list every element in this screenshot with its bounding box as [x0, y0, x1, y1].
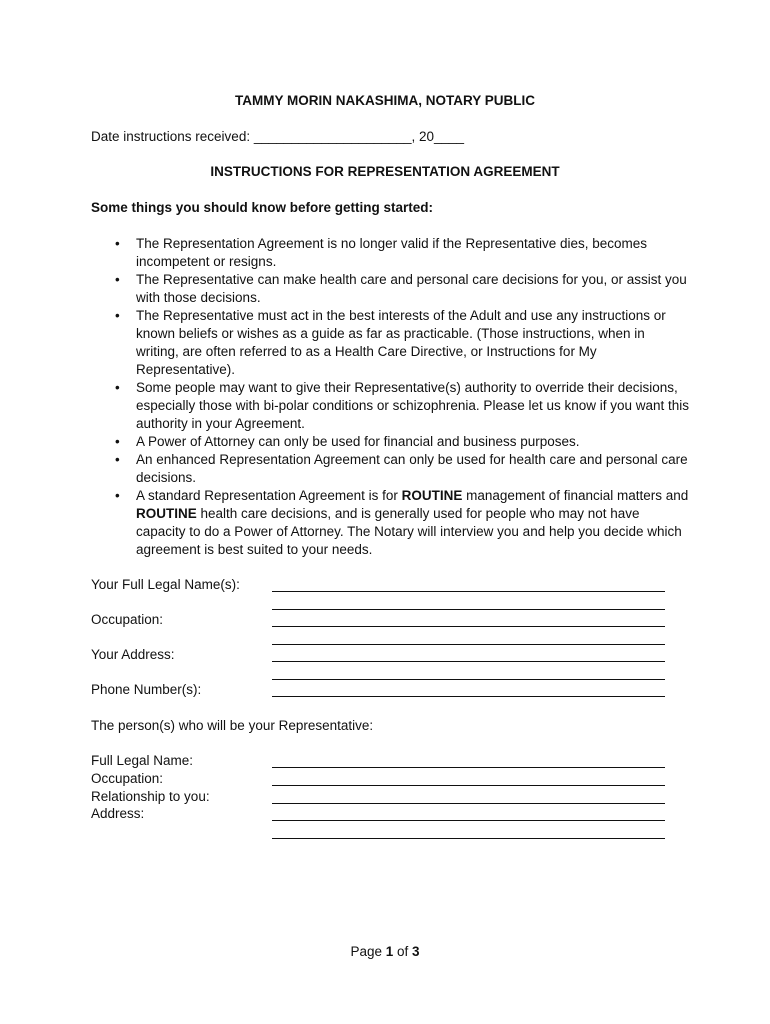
- list-item-text-part: A standard Representation Agreement is for: [136, 488, 402, 503]
- instructions-list: [91, 235, 691, 559]
- document-heading: INSTRUCTIONS FOR REPRESENTATION AGREEMENT: [210, 164, 560, 179]
- rep-occupation-row: [91, 771, 681, 789]
- list-item: [91, 487, 691, 559]
- list-item-text: Some people may want to give their Representative(s) authority to override their decisions, especially those with bi-polar conditions or schizophrenia. Please let us know if you want this authority in your Agreement.: [136, 380, 690, 431]
- list-item-text: The Representative can make health care and personal care decisions for you, or assist you with those decisions.: [136, 272, 687, 305]
- routine-emphasis: ROUTINE: [401, 488, 463, 503]
- rep-relationship-label: Relationship to you:: [91, 789, 210, 804]
- list-item-text: An enhanced Representation Agreement can only be used for health care and personal care decisions.: [136, 452, 688, 485]
- date-received-line: Date instructions received: _____________________, 20____: [91, 129, 465, 144]
- list-item: [91, 235, 691, 271]
- rep-name-row: [91, 753, 681, 771]
- occupation-field[interactable]: [272, 626, 665, 627]
- full-name-field-2[interactable]: [272, 609, 665, 610]
- of-word: of: [393, 944, 413, 959]
- list-item: [91, 379, 691, 433]
- page-word: Page: [350, 944, 386, 959]
- bullet-icon: •: [115, 380, 120, 395]
- address-field[interactable]: [272, 661, 665, 662]
- list-item: [91, 433, 691, 451]
- phone-label: Phone Number(s):: [91, 682, 202, 697]
- full-name-label: Your Full Legal Name(s):: [91, 577, 240, 592]
- rep-relationship-row: [91, 789, 681, 807]
- phone-field[interactable]: [272, 696, 665, 697]
- rep-name-field[interactable]: [272, 767, 665, 768]
- list-item-text: The Representative must act in the best interests of the Adult and use any instructions or known beliefs or wishes as a guide as far as practicable. (Those instructions, when in writing, are often referred to as a Health Care Directive, or Instructions for My Representative).: [136, 308, 666, 377]
- rep-relationship-field[interactable]: [272, 803, 665, 804]
- list-item-text-part: management of financial matters and: [462, 488, 689, 503]
- occupation-label: Occupation:: [91, 612, 164, 627]
- notary-title: TAMMY MORIN NAKASHIMA, NOTARY PUBLIC: [235, 93, 535, 108]
- phone-row: [91, 682, 681, 700]
- rep-address-label: Address:: [91, 806, 145, 821]
- occupation-row: [91, 612, 681, 630]
- address-field-2[interactable]: [272, 679, 665, 680]
- occupation-field-2[interactable]: [272, 644, 665, 645]
- rep-occupation-field[interactable]: [272, 785, 665, 786]
- bullet-icon: •: [115, 434, 120, 449]
- representative-intro: The person(s) who will be your Representative:: [91, 718, 374, 733]
- bullet-icon: •: [115, 272, 120, 287]
- list-item: [91, 271, 691, 307]
- full-name-field[interactable]: [272, 591, 665, 592]
- intro-subheading: Some things you should know before getting started:: [91, 200, 434, 215]
- full-name-row: [91, 577, 681, 595]
- address-label: Your Address:: [91, 647, 175, 662]
- bullet-icon: •: [115, 452, 120, 467]
- rep-address-row: [91, 806, 681, 824]
- bullet-icon: •: [115, 488, 120, 503]
- total-page-count: 3: [412, 944, 420, 959]
- list-item-text: The Representation Agreement is no longer valid if the Representative dies, becomes incompetent or resigns.: [136, 236, 648, 269]
- page-footer: [0, 944, 770, 959]
- list-item-text-part: health care decisions, and is generally used for people who may not have capacity to do a Power of Attorney. The Notary will interview you and help you decide which agreement is best suited to your needs.: [136, 506, 682, 557]
- address-row: [91, 647, 681, 665]
- rep-address-field[interactable]: [272, 820, 665, 821]
- current-page-number: 1: [385, 944, 394, 959]
- bullet-icon: •: [115, 236, 120, 251]
- rep-occupation-label: Occupation:: [91, 771, 164, 786]
- list-item: [91, 451, 691, 487]
- rep-name-label: Full Legal Name:: [91, 753, 194, 768]
- rep-address-field-2[interactable]: [272, 838, 665, 839]
- bullet-icon: •: [115, 308, 120, 323]
- list-item-text: A Power of Attorney can only be used for financial and business purposes.: [136, 434, 580, 449]
- list-item: [91, 307, 691, 379]
- routine-emphasis: ROUTINE: [136, 506, 197, 521]
